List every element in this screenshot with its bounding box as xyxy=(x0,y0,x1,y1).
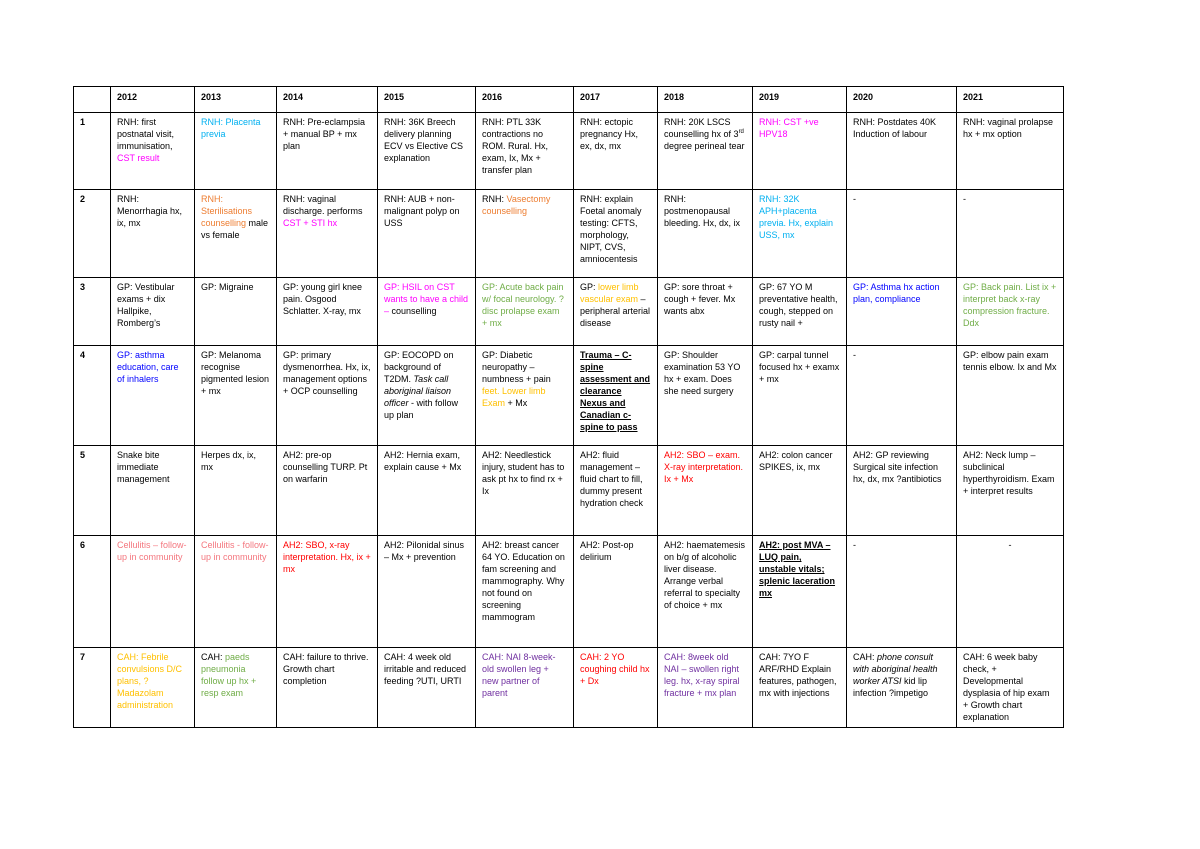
station-cell xyxy=(277,648,378,728)
table-row xyxy=(74,648,1064,728)
cell-text: - xyxy=(853,540,856,550)
station-cell xyxy=(658,536,753,648)
station-cell xyxy=(476,346,574,446)
row-number: 1 xyxy=(74,113,111,190)
station-cell xyxy=(111,446,195,536)
header-row xyxy=(74,87,1064,113)
cell-text: AH2: GP reviewing Surgical site infection hx, dx, mx ?antibiotics xyxy=(853,450,942,484)
station-cell xyxy=(277,446,378,536)
cell-text: CAH: 4 week old irritable and reduced feeding ?UTI, URTI xyxy=(384,652,467,686)
station-cell xyxy=(111,190,195,278)
cell-text: AH2: pre-op counselling TURP. Pt on warfarin xyxy=(283,450,368,484)
cell-text: AH2: post MVA – LUQ pain, unstable vitals; splenic laceration mx xyxy=(759,540,836,598)
station-cell xyxy=(277,536,378,648)
year-header: 2017 xyxy=(574,87,658,113)
station-cell xyxy=(847,536,957,648)
cell-text: CAH: 2 YO coughing child hx + Dx xyxy=(580,652,650,686)
cell-text: Snake bite immediate management xyxy=(117,450,170,484)
cell-text: lower limb vascular exam xyxy=(580,282,639,304)
cell-text: RNH: PTL 33K contractions no ROM. Rural. Hx, exam, Ix, Mx + transfer plan xyxy=(482,117,549,175)
station-cell xyxy=(378,346,476,446)
cell-text: - xyxy=(963,194,966,204)
table-row xyxy=(74,346,1064,446)
station-cell xyxy=(111,113,195,190)
cell-text: GP: Back pain. List ix + interpret back x-ray compression fracture. Ddx xyxy=(963,282,1057,328)
cell-text: GP: sore throat + cough + fever. Mx wants abx xyxy=(664,282,736,316)
cell-text: kid lip infection ?impetigo xyxy=(853,676,929,698)
cell-text: RNH: vaginal prolapse hx + mx option xyxy=(963,117,1054,139)
cell-text: AH2: colon cancer SPIKES, ix, mx xyxy=(759,450,833,472)
station-cell xyxy=(753,346,847,446)
cell-text: CAH: xyxy=(201,652,226,662)
station-cell xyxy=(574,648,658,728)
station-cell xyxy=(476,446,574,536)
cell-text: degree perineal tear xyxy=(664,141,745,151)
cell-text: AH2: Neck lump – subclinical hyperthyroidism. Exam + interpret results xyxy=(963,450,1055,496)
cell-text: GP: primary dysmenorrhea. Hx, ix, management options + OCP counselling xyxy=(283,350,371,396)
cell-text: AH2: breast cancer 64 YO. Education on fam screening and mammography. Why not found on screening mammogram xyxy=(482,540,565,622)
station-cell xyxy=(195,536,277,648)
row-number: 7 xyxy=(74,648,111,728)
cell-text: AH2: SBO – exam. X-ray interpretation. Ix + Mx xyxy=(664,450,744,484)
cell-text: RNH: AUB + non-malignant polyp on USS xyxy=(384,194,460,228)
station-cell xyxy=(111,278,195,346)
station-cell xyxy=(111,536,195,648)
exam-history-table xyxy=(73,86,1064,728)
station-cell xyxy=(476,278,574,346)
cell-text: AH2: Post-op delirium xyxy=(580,540,634,562)
cell-text: CAH: 7YO F ARF/RHD Explain features, pathogen, mx with injections xyxy=(759,652,837,698)
station-cell xyxy=(476,113,574,190)
station-cell xyxy=(111,346,195,446)
cell-text: male vs female xyxy=(201,218,269,240)
station-cell xyxy=(378,446,476,536)
cell-text: Task call aboriginal liaison officer xyxy=(384,374,452,408)
station-cell xyxy=(847,446,957,536)
header-corner-cell xyxy=(74,87,111,113)
cell-text: GP: Migraine xyxy=(201,282,254,292)
cell-text: GP: HSIL on CST wants to have a child – xyxy=(384,282,469,316)
cell-text: Cellulitis - follow-up in community xyxy=(201,540,269,562)
cell-text: GP: Asthma hx action plan, compliance xyxy=(853,282,940,304)
year-header: 2014 xyxy=(277,87,378,113)
cell-text: AH2: Hernia exam, explain cause + Mx xyxy=(384,450,462,472)
station-cell xyxy=(957,113,1064,190)
cell-text: RNH: explain Foetal anomaly testing: CFTS, morphology, NIPT, CVS, amniocentesis xyxy=(580,194,642,264)
station-cell xyxy=(847,190,957,278)
cell-text: RNH: postmenopausal bleeding. Hx, dx, ix xyxy=(664,194,741,228)
cell-text: Cellulitis – follow-up in community xyxy=(117,540,187,562)
station-cell xyxy=(277,113,378,190)
station-cell xyxy=(476,190,574,278)
cell-text: CAH: xyxy=(853,652,878,662)
station-cell xyxy=(847,648,957,728)
year-header: 2018 xyxy=(658,87,753,113)
cell-text: CAH: 8week old NAI – swollen right leg. hx, x-ray spiral fracture + mx plan xyxy=(664,652,740,698)
table-row xyxy=(74,113,1064,190)
cell-text: phone consult with aboriginal health worker ATSI xyxy=(853,652,938,686)
station-cell xyxy=(574,446,658,536)
station-cell xyxy=(195,648,277,728)
cell-text: – peripheral arterial disease xyxy=(580,294,651,328)
cell-text: - xyxy=(853,194,856,204)
station-cell xyxy=(378,648,476,728)
cell-text: GP: Melanoma recognise pigmented lesion + mx xyxy=(201,350,270,396)
station-cell xyxy=(476,648,574,728)
cell-text: RNH: Menorrhagia hx, ix, mx xyxy=(117,194,183,228)
cell-text: AH2: Needlestick injury, student has to ask pt hx to find rx + Ix xyxy=(482,450,565,496)
cell-text: RNH: Postdates 40K Induction of labour xyxy=(853,117,937,139)
station-cell xyxy=(195,346,277,446)
cell-text: RNH: vaginal discharge. performs xyxy=(283,194,363,216)
station-cell xyxy=(658,190,753,278)
cell-text: GP: Diabetic neuropathy – numbness + pain xyxy=(482,350,551,384)
station-cell xyxy=(574,346,658,446)
cell-text: GP: elbow pain exam tennis elbow. Ix and Mx xyxy=(963,350,1057,372)
cell-text: GP: carpal tunnel focused hx + examx + mx xyxy=(759,350,840,384)
station-cell xyxy=(957,190,1064,278)
cell-text: - with follow up plan xyxy=(384,398,459,420)
year-header: 2012 xyxy=(111,87,195,113)
station-cell xyxy=(753,648,847,728)
station-cell xyxy=(957,648,1064,728)
cell-text: CAH: Febrile convulsions D/C plans, ?Madazolam administration xyxy=(117,652,183,710)
cell-text: RNH: Pre-eclampsia + manual BP + mx plan xyxy=(283,117,366,151)
station-cell xyxy=(658,278,753,346)
cell-text: RNH: Sterilisations counselling xyxy=(201,194,253,228)
station-cell xyxy=(277,278,378,346)
station-cell xyxy=(753,536,847,648)
station-cell xyxy=(957,346,1064,446)
year-header: 2020 xyxy=(847,87,957,113)
cell-text: RNH: xyxy=(482,194,507,204)
cell-text: RNH: first postnatal visit, immunisation, xyxy=(117,117,175,151)
station-cell xyxy=(847,346,957,446)
table-row xyxy=(74,536,1064,648)
station-cell xyxy=(574,278,658,346)
cell-text: GP: asthma education, care of inhalers xyxy=(117,350,179,384)
station-cell xyxy=(658,648,753,728)
cell-text: GP: Shoulder examination 53 YO hx + exam. Does she need surgery xyxy=(664,350,741,396)
table-body xyxy=(74,87,1064,728)
station-cell xyxy=(195,190,277,278)
cell-text: GP: EOCOPD on background of T2DM. xyxy=(384,350,454,384)
cell-text: RNH: Placenta previa xyxy=(201,117,261,139)
station-cell xyxy=(753,278,847,346)
cell-text: AH2: haematemesis on b/g of alcoholic liver disease. Arrange verbal referral to specialty of choice + mx xyxy=(664,540,746,610)
cell-text: AH2: Pilonidal sinus – Mx + prevention xyxy=(384,540,465,562)
station-cell xyxy=(277,190,378,278)
cell-text: AH2: SBO, x-ray interpretation. Hx, ix + mx xyxy=(283,540,371,574)
cell-text: RNH: 36K Breech delivery planning ECV vs Elective CS explanation xyxy=(384,117,464,163)
cell-text: RNH: 20K LSCS counselling hx of 3 xyxy=(664,117,739,139)
year-header: 2019 xyxy=(753,87,847,113)
station-cell xyxy=(378,190,476,278)
station-cell xyxy=(847,113,957,190)
station-cell xyxy=(476,536,574,648)
station-cell xyxy=(753,446,847,536)
cell-text: CST + STI hx xyxy=(283,218,338,228)
station-cell xyxy=(658,113,753,190)
row-number: 2 xyxy=(74,190,111,278)
cell-text: counselling xyxy=(391,306,437,316)
station-cell xyxy=(378,536,476,648)
cell-text: Trauma – C-spine assessment and clearance Nexus and Canadian c-spine to pass xyxy=(580,350,651,432)
station-cell xyxy=(847,278,957,346)
cell-text: GP: young girl knee pain. Osgood Schlatter. X-ray, mx xyxy=(283,282,363,316)
year-header: 2021 xyxy=(957,87,1064,113)
station-cell xyxy=(753,113,847,190)
year-header: 2013 xyxy=(195,87,277,113)
row-number: 3 xyxy=(74,278,111,346)
cell-text: GP: xyxy=(580,282,599,292)
row-number: 4 xyxy=(74,346,111,446)
station-cell xyxy=(957,278,1064,346)
station-cell xyxy=(195,278,277,346)
cell-text: + Mx xyxy=(505,398,528,408)
station-cell xyxy=(195,113,277,190)
cell-text: - xyxy=(853,350,856,360)
station-cell xyxy=(957,446,1064,536)
cell-text: feet. Lower limb Exam xyxy=(482,386,546,408)
year-header: 2015 xyxy=(378,87,476,113)
row-number: 6 xyxy=(74,536,111,648)
year-header: 2016 xyxy=(476,87,574,113)
table-row xyxy=(74,190,1064,278)
station-cell xyxy=(574,190,658,278)
cell-text: rd xyxy=(738,129,744,135)
row-number: 5 xyxy=(74,446,111,536)
cell-text: Herpes dx, ix, mx xyxy=(201,450,257,472)
station-cell xyxy=(574,113,658,190)
cell-text: CAH: NAI 8-week-old swollen leg + new partner of parent xyxy=(482,652,556,698)
station-cell xyxy=(957,536,1064,648)
cell-text: RNH: 32K APH+placenta previa. Hx, explain USS, mx xyxy=(759,194,834,240)
cell-text: Vasectomy counselling xyxy=(482,194,551,216)
cell-text: GP: 67 YO M preventative health, cough, stepped on rusty nail + xyxy=(759,282,838,328)
cell-text: CAH: 6 week baby check, + Developmental dysplasia of hip exam + Growth chart explanation xyxy=(963,652,1050,722)
cell-text: AH2: fluid management – fluid chart to fill, dummy present hydration check xyxy=(580,450,644,508)
cell-text: GP: Vestibular exams + dix Hallpike, Romberg’s xyxy=(117,282,175,328)
station-cell xyxy=(277,346,378,446)
table-row xyxy=(74,446,1064,536)
cell-text: - xyxy=(1008,540,1012,550)
station-cell xyxy=(378,278,476,346)
station-cell xyxy=(195,446,277,536)
station-cell xyxy=(574,536,658,648)
station-cell xyxy=(658,446,753,536)
cell-text: paeds pneumonia follow up hx + resp exam xyxy=(201,652,257,698)
cell-text: RNH: CST +ve HPV18 xyxy=(759,117,819,139)
cell-text: CAH: failure to thrive. Growth chart completion xyxy=(283,652,369,686)
station-cell xyxy=(658,346,753,446)
table-row xyxy=(74,278,1064,346)
station-cell xyxy=(753,190,847,278)
station-cell xyxy=(378,113,476,190)
station-cell xyxy=(111,648,195,728)
cell-text: CST result xyxy=(117,153,160,163)
cell-text: GP: Acute back pain w/ focal neurology. ?disc prolapse exam + mx xyxy=(482,282,564,328)
cell-text: RNH: ectopic pregnancy Hx, ex, dx, mx xyxy=(580,117,639,151)
